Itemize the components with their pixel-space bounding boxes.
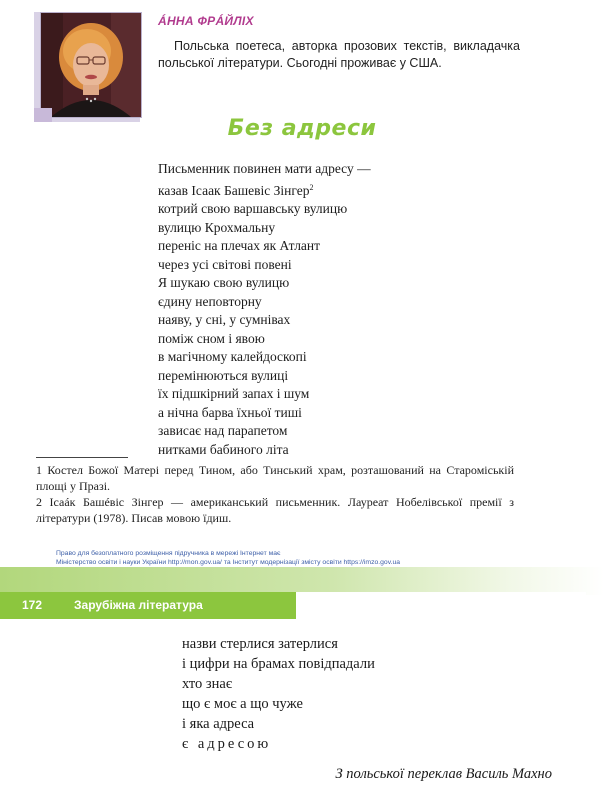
footnote-2: 2 Ісаáк Башéвіс Зінгер — американський письменник. Лауреат Нобелівської премії з літератури (1978). Писав мовою їдиш. xyxy=(36,495,514,525)
poem-line: а нічна барва їхньої тиші xyxy=(158,404,302,420)
poem-line: в магічному калейдоскопі xyxy=(158,349,307,364)
poem-line: переніс на плечах як Атлант xyxy=(158,238,321,253)
poem-line xyxy=(158,179,371,201)
page-number: 172 xyxy=(22,598,43,612)
license-line-2: Міністерство освіти і науки України http://mon.gov.ua/ та Інститут модернізації змісту освіти https://imzo.gov.ua xyxy=(56,558,401,566)
author-portrait-frame xyxy=(34,12,140,122)
footnote-marker: 2 xyxy=(309,182,314,192)
poem-line: Письменник повинен мати адресу — xyxy=(158,161,371,176)
license-notice xyxy=(56,550,556,567)
poem-line: вулицю Крохмальну xyxy=(158,219,276,235)
poem-line: є адресою xyxy=(182,736,272,752)
author-name: ÁННА ФРÁЙЛІХ xyxy=(158,14,254,28)
poem-line: єдину неповторну xyxy=(158,293,262,309)
poem-line: наяву, у сні, у сумнівах xyxy=(158,312,291,327)
license-line-1: Право для безоплатного розміщення підручника в мережі Інтернет має xyxy=(56,550,281,557)
poem-line: перемінюються вулиці xyxy=(158,367,289,383)
author-bio: Польська поетеса, авторка прозових текстів, викладачка польської літератури. Сьогодні проживає у США. xyxy=(158,39,520,70)
footnotes xyxy=(36,462,514,526)
footer-bar-tab xyxy=(296,592,586,602)
poem-line: нитками бабиного літа xyxy=(158,441,289,457)
footnote-1: 1 Костел Божої Матері перед Тином, або Тинський храм, розташований на Староміській площі у Празі. xyxy=(36,463,514,493)
poem-line: Я шукаю свою вулицю xyxy=(158,275,290,290)
footer-gradient-band xyxy=(0,567,604,595)
author-portrait xyxy=(40,12,142,118)
poem-title: Без адреси xyxy=(227,116,377,141)
poem-line: і яка адреса xyxy=(182,716,255,732)
poem-line: хто знає xyxy=(182,676,233,692)
poem-body xyxy=(158,160,371,459)
poem-line: їх підшкірний запах і шум xyxy=(158,386,310,401)
footnote-divider xyxy=(36,457,128,458)
poem-line: що є моє а що чуже xyxy=(182,696,303,712)
poem-line: зависає над парапетом xyxy=(158,423,288,438)
poem-line: і цифри на брамах повідпадали xyxy=(182,656,375,672)
poem-continuation xyxy=(182,634,375,754)
section-title: Зарубіжна література xyxy=(74,598,203,612)
poem-line: котрий свою варшавську вулицю xyxy=(158,201,348,216)
poem-line: поміж сном і явою xyxy=(158,330,265,346)
poem-line: назви стерлися затерлися xyxy=(182,636,338,652)
translator-credit: З польської переклав Василь Махно xyxy=(335,766,552,782)
poem-line-text: казав Ісаак Башевіс Зінгер xyxy=(158,182,310,198)
poem-line: через усі світові повені xyxy=(158,256,292,272)
